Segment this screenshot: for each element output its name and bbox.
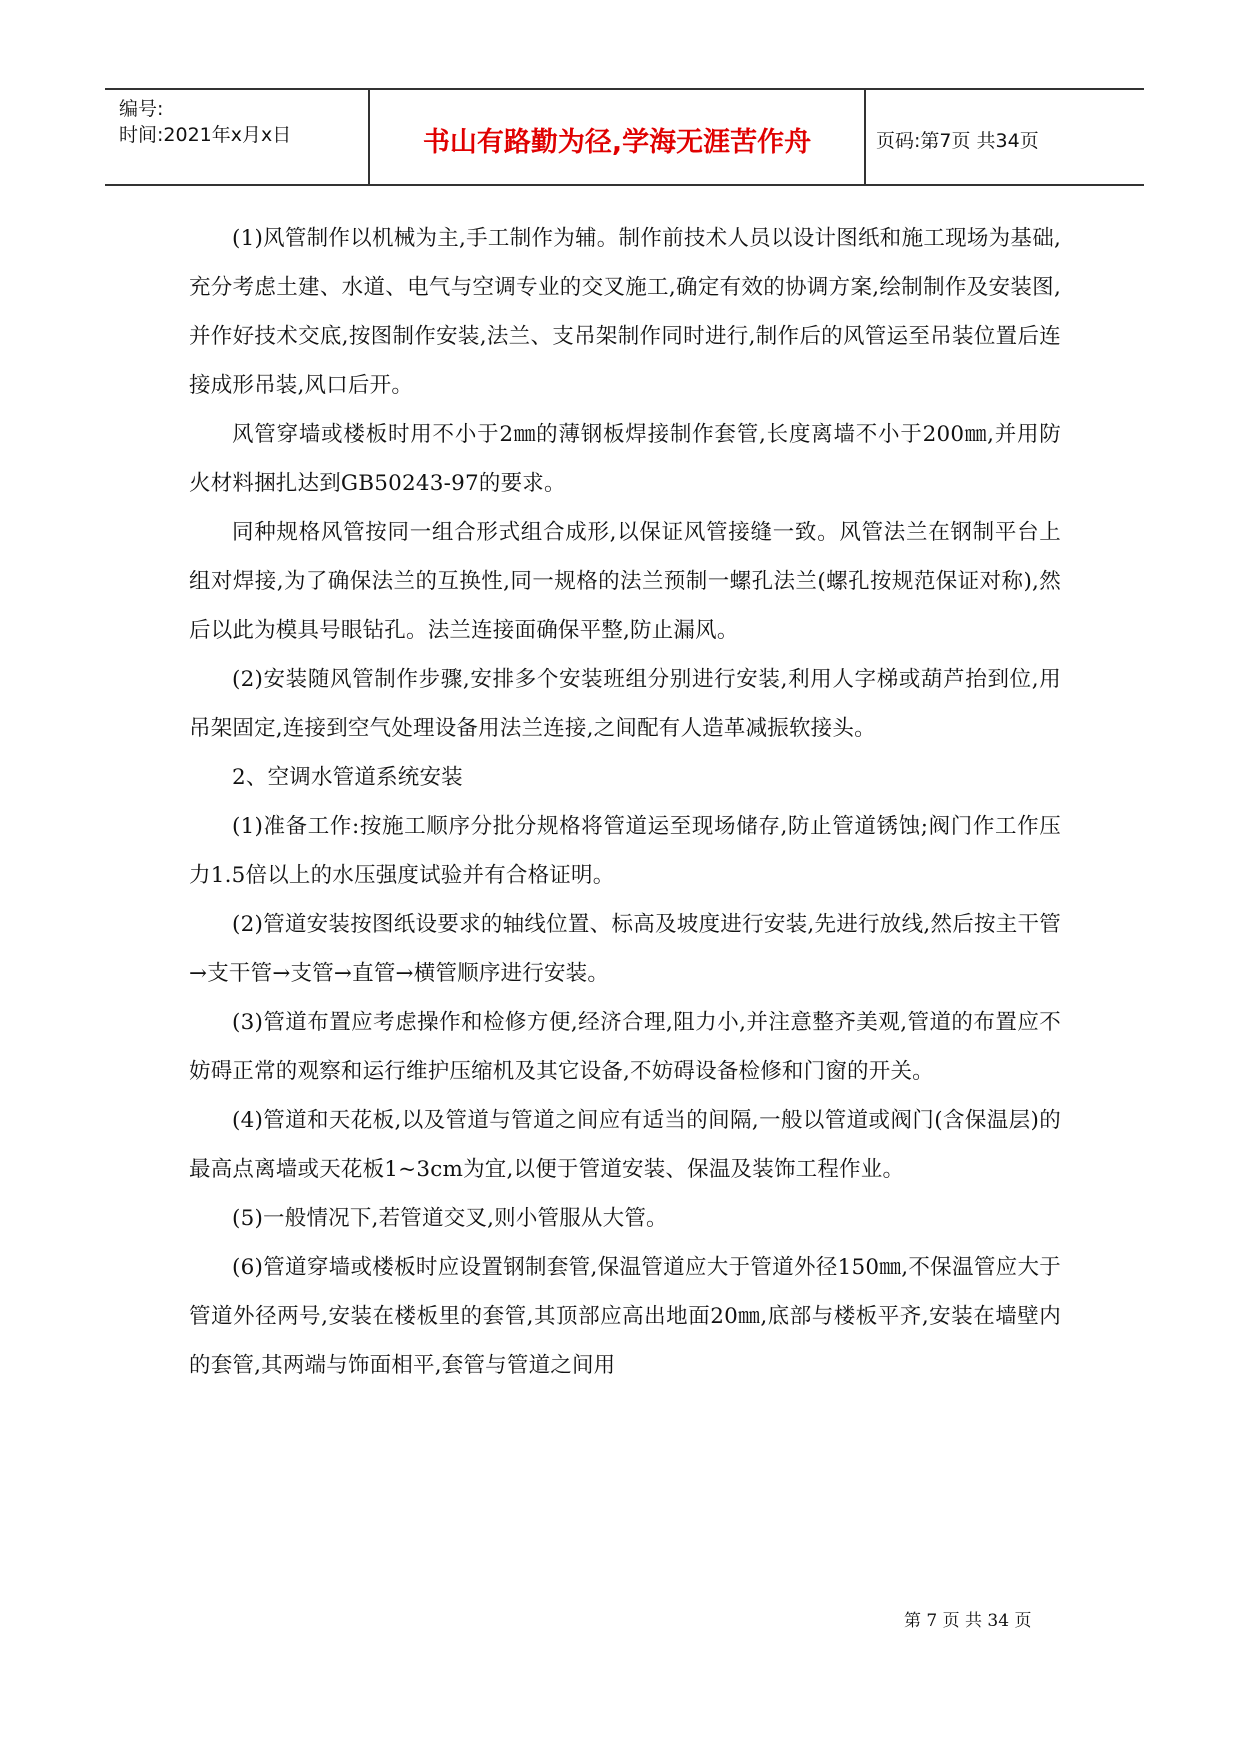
header-left-cell bbox=[105, 90, 370, 184]
paragraph-1: (1)风管制作以机械为主,手工制作为辅。制作前技术人员以设计图纸和施工现场为基础,充分考虑土建、水道、电气与空调专业的交叉施工,确定有效的协调方案,绘制制作及安装图,并作好技术交底,按图制作安装,法兰、支吊架制作同时进行,制作后的风管运至吊装位置后连接成形吊装,风口后开。 bbox=[189, 226, 1061, 398]
paragraph-6: (1)准备工作:按施工顺序分批分规格将管道运至现场储存,防止管道锈蚀;阀门作工作压力1.5倍以上的水压强度试验并有合格证明。 bbox=[189, 814, 1061, 888]
paragraph-3: 同种规格风管按同一组合形式组合成形,以保证风管接缝一致。风管法兰在钢制平台上组对焊接,为了确保法兰的互换性,同一规格的法兰预制一螺孔法兰(螺孔按规范保证对称),然后以此为模具号眼钻孔。法兰连接面确保平整,防止漏风。 bbox=[189, 520, 1061, 643]
time-label: 时间:2021年x月x日 bbox=[119, 124, 292, 146]
paragraph-7: (2)管道安装按图纸设要求的轴线位置、标高及坡度进行安装,先进行放线,然后按主干管→支干管→支管→直管→横管顺序进行安装。 bbox=[189, 912, 1061, 986]
paragraph-9: (4)管道和天花板,以及管道与管道之间应有适当的间隔,一般以管道或阀门(含保温层)的最高点离墙或天花板1~3cm为宜,以便于管道安装、保温及装饰工程作业。 bbox=[189, 1108, 1061, 1182]
header-middle-cell bbox=[370, 90, 866, 184]
serial-label: 编号: bbox=[119, 98, 164, 120]
page-info: 页码:第7页 共34页 bbox=[876, 130, 1039, 152]
motto: 书山有路勤为径,学海无涯苦作舟 bbox=[422, 127, 812, 158]
paragraph-4: (2)安装随风管制作步骤,安排多个安装班组分别进行安装,利用人字梯或葫芦抬到位,用吊架固定,连接到空气处理设备用法兰连接,之间配有人造革减振软接头。 bbox=[189, 667, 1061, 741]
page-header bbox=[105, 88, 1144, 186]
section-heading: 2、空调水管道系统安装 bbox=[232, 765, 463, 790]
page-footer: 第 7 页 共 34 页 bbox=[904, 1611, 1032, 1631]
document-body bbox=[189, 214, 1061, 1390]
paragraph-11: (6)管道穿墙或楼板时应设置钢制套管,保温管道应大于管道外径150㎜,不保温管应大于管道外径两号,安装在楼板里的套管,其顶部应高出地面20㎜,底部与楼板平齐,安装在墙壁内的套管,其两端与饰面相平,套管与管道之间用 bbox=[189, 1255, 1061, 1378]
paragraph-2: 风管穿墙或楼板时用不小于2㎜的薄钢板焊接制作套管,长度离墙不小于200㎜,并用防火材料捆扎达到GB50243-97的要求。 bbox=[189, 422, 1061, 496]
header-right-cell bbox=[866, 90, 1144, 184]
paragraph-8: (3)管道布置应考虑操作和检修方便,经济合理,阻力小,并注意整齐美观,管道的布置应不妨碍正常的观察和运行维护压缩机及其它设备,不妨碍设备检修和门窗的开关。 bbox=[189, 1010, 1061, 1084]
paragraph-10: (5)一般情况下,若管道交叉,则小管服从大管。 bbox=[232, 1206, 668, 1231]
